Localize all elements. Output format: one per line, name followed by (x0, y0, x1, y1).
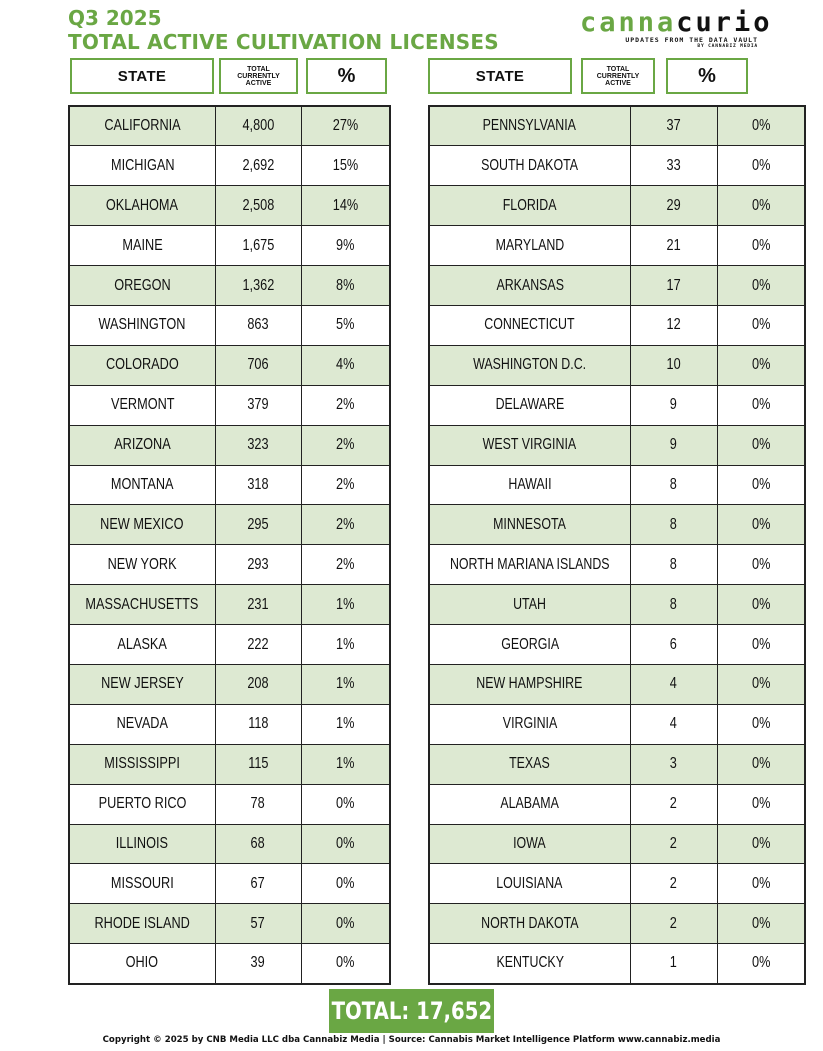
state-cell: NEW YORK (69, 545, 215, 585)
table-row (429, 824, 805, 864)
count-cell: 1 (630, 944, 717, 984)
header-total-line1: TOTAL (247, 65, 270, 73)
table-row (429, 305, 805, 345)
table-row (429, 944, 805, 984)
state-cell: COLORADO (69, 345, 215, 385)
table-row (69, 186, 390, 226)
table-row (69, 864, 390, 904)
table-row (429, 226, 805, 266)
count-cell: 222 (215, 625, 301, 665)
state-cell: NEW MEXICO (69, 505, 215, 545)
state-cell: RHODE ISLAND (69, 904, 215, 944)
table-row (69, 345, 390, 385)
pct-cell: 0% (717, 345, 805, 385)
count-cell: 2 (630, 904, 717, 944)
count-cell: 17 (630, 266, 717, 306)
count-cell: 6 (630, 625, 717, 665)
table-row (429, 585, 805, 625)
count-cell: 208 (215, 664, 301, 704)
table-row (429, 704, 805, 744)
state-cell: ALASKA (69, 625, 215, 665)
state-cell: MARYLAND (429, 226, 630, 266)
state-cell: VERMONT (69, 385, 215, 425)
table-row (429, 744, 805, 784)
pct-cell: 0% (717, 226, 805, 266)
pct-cell: 1% (301, 704, 390, 744)
count-cell: 318 (215, 465, 301, 505)
state-cell: GEORGIA (429, 625, 630, 665)
state-cell: FLORIDA (429, 186, 630, 226)
left-header-pct (306, 58, 387, 94)
pct-cell: 0% (717, 106, 805, 146)
table-row (429, 545, 805, 585)
state-cell: CONNECTICUT (429, 305, 630, 345)
count-cell: 2,508 (215, 186, 301, 226)
table-row (69, 585, 390, 625)
count-cell: 8 (630, 505, 717, 545)
pct-cell: 0% (717, 545, 805, 585)
pct-cell: 0% (717, 824, 805, 864)
left-header-pct-label: % (337, 64, 356, 87)
state-cell: LOUISIANA (429, 864, 630, 904)
pct-cell: 0% (717, 904, 805, 944)
table-row (69, 625, 390, 665)
pct-cell: 0% (717, 465, 805, 505)
pct-cell: 0% (717, 784, 805, 824)
pct-cell: 2% (301, 545, 390, 585)
state-cell: VIRGINIA (429, 704, 630, 744)
pct-cell: 14% (301, 186, 390, 226)
table-row (69, 664, 390, 704)
table-row (69, 266, 390, 306)
copyright-footer: Copyright © 2025 by CNB Media LLC dba Cannabiz Media | Source: Cannabis Market Intelligence Platform www.cannabiz.media (102, 1035, 721, 1045)
header-total-line2: CURRENTLY (596, 72, 640, 80)
state-cell: NORTH MARIANA ISLANDS (429, 545, 630, 585)
table-row (429, 664, 805, 704)
header-total-line3: ACTIVE (605, 79, 631, 87)
state-cell: NEVADA (69, 704, 215, 744)
state-cell: NEW JERSEY (69, 664, 215, 704)
count-cell: 57 (215, 904, 301, 944)
count-cell: 29 (630, 186, 717, 226)
total-label: TOTAL: 17,652 (331, 997, 492, 1025)
count-cell: 37 (630, 106, 717, 146)
table-row (429, 904, 805, 944)
table-row (69, 545, 390, 585)
count-cell: 8 (630, 585, 717, 625)
right-header-total (581, 58, 655, 94)
count-cell: 2 (630, 784, 717, 824)
pct-cell: 0% (301, 824, 390, 864)
cannacurio-logo (580, 7, 773, 50)
count-cell: 293 (215, 545, 301, 585)
state-cell: HAWAII (429, 465, 630, 505)
state-cell: PENNSYLVANIA (429, 106, 630, 146)
state-cell: DELAWARE (429, 385, 630, 425)
state-cell: ARIZONA (69, 425, 215, 465)
state-cell: UTAH (429, 585, 630, 625)
count-cell: 68 (215, 824, 301, 864)
pct-cell: 4% (301, 345, 390, 385)
count-cell: 33 (630, 146, 717, 186)
left-header-total-label (237, 66, 280, 87)
state-cell: NORTH DAKOTA (429, 904, 630, 944)
count-cell: 1,675 (215, 226, 301, 266)
count-cell: 12 (630, 305, 717, 345)
table-row (69, 505, 390, 545)
left-header-total (219, 58, 298, 94)
state-cell: WEST VIRGINIA (429, 425, 630, 465)
title-main: TOTAL ACTIVE CULTIVATION LICENSES (68, 30, 499, 54)
count-cell: 2,692 (215, 146, 301, 186)
count-cell: 9 (630, 425, 717, 465)
state-cell: TEXAS (429, 744, 630, 784)
pct-cell: 0% (717, 585, 805, 625)
table-row (429, 146, 805, 186)
pct-cell: 9% (301, 226, 390, 266)
left-license-table (68, 105, 391, 985)
pct-cell: 8% (301, 266, 390, 306)
pct-cell: 5% (301, 305, 390, 345)
count-cell: 4,800 (215, 106, 301, 146)
table-row (429, 106, 805, 146)
right-header-total-label (597, 66, 640, 87)
header-total-line3: ACTIVE (245, 79, 272, 87)
logo-subline: BY CANNABIZ MEDIA (697, 44, 758, 49)
pct-cell: 0% (717, 186, 805, 226)
table-row (69, 465, 390, 505)
logo-part-canna: canna (580, 7, 677, 38)
state-cell: KENTUCKY (429, 944, 630, 984)
pct-cell: 0% (301, 944, 390, 984)
table-row (429, 266, 805, 306)
pct-cell: 0% (717, 146, 805, 186)
right-header-pct (666, 58, 748, 94)
logo-tagline: UPDATES FROM THE DATA VAULT (625, 36, 758, 44)
count-cell: 2 (630, 864, 717, 904)
pct-cell: 2% (301, 425, 390, 465)
table-row (69, 425, 390, 465)
state-cell: MONTANA (69, 465, 215, 505)
count-cell: 1,362 (215, 266, 301, 306)
pct-cell: 0% (717, 305, 805, 345)
header-total-line1: TOTAL (606, 65, 630, 73)
logo-part-curio: curio (676, 7, 773, 38)
state-cell: MISSOURI (69, 864, 215, 904)
table-row (69, 744, 390, 784)
title-quarter: Q3 2025 (68, 6, 162, 30)
count-cell: 2 (630, 824, 717, 864)
pct-cell: 0% (717, 864, 805, 904)
state-cell: ALABAMA (429, 784, 630, 824)
table-row (429, 345, 805, 385)
pct-cell: 15% (301, 146, 390, 186)
state-cell: NEW HAMPSHIRE (429, 664, 630, 704)
table-row (69, 106, 390, 146)
count-cell: 8 (630, 545, 717, 585)
count-cell: 115 (215, 744, 301, 784)
table-row (429, 864, 805, 904)
pct-cell: 0% (717, 664, 805, 704)
table-row (69, 305, 390, 345)
table-row (429, 186, 805, 226)
table-row (429, 385, 805, 425)
pct-cell: 0% (301, 784, 390, 824)
state-cell: OHIO (69, 944, 215, 984)
page-title (68, 6, 499, 54)
pct-cell: 0% (717, 425, 805, 465)
table-row (69, 784, 390, 824)
count-cell: 67 (215, 864, 301, 904)
count-cell: 3 (630, 744, 717, 784)
table-row (429, 465, 805, 505)
count-cell: 295 (215, 505, 301, 545)
table-row (429, 425, 805, 465)
count-cell: 39 (215, 944, 301, 984)
pct-cell: 0% (717, 625, 805, 665)
state-cell: MASSACHUSETTS (69, 585, 215, 625)
pct-cell: 2% (301, 385, 390, 425)
state-cell: OREGON (69, 266, 215, 306)
pct-cell: 0% (717, 744, 805, 784)
pct-cell: 27% (301, 106, 390, 146)
table-row (429, 625, 805, 665)
pct-cell: 0% (717, 944, 805, 984)
pct-cell: 1% (301, 585, 390, 625)
pct-cell: 0% (301, 904, 390, 944)
state-cell: MAINE (69, 226, 215, 266)
count-cell: 4 (630, 704, 717, 744)
total-badge (329, 989, 494, 1033)
count-cell: 8 (630, 465, 717, 505)
left-header-state (70, 58, 214, 94)
count-cell: 863 (215, 305, 301, 345)
pct-cell: 0% (717, 385, 805, 425)
table-row (69, 226, 390, 266)
state-cell: ARKANSAS (429, 266, 630, 306)
table-row (429, 505, 805, 545)
state-cell: PUERTO RICO (69, 784, 215, 824)
pct-cell: 1% (301, 625, 390, 665)
table-row (69, 704, 390, 744)
pct-cell: 0% (301, 864, 390, 904)
state-cell: MINNESOTA (429, 505, 630, 545)
pct-cell: 2% (301, 465, 390, 505)
pct-cell: 0% (717, 505, 805, 545)
pct-cell: 2% (301, 505, 390, 545)
count-cell: 323 (215, 425, 301, 465)
table-row (69, 824, 390, 864)
table-row (69, 944, 390, 984)
table-row (69, 146, 390, 186)
state-cell: OKLAHOMA (69, 186, 215, 226)
right-header-state-label: STATE (475, 67, 525, 85)
logo-wordmark (580, 7, 773, 38)
pct-cell: 0% (717, 704, 805, 744)
count-cell: 379 (215, 385, 301, 425)
count-cell: 10 (630, 345, 717, 385)
count-cell: 9 (630, 385, 717, 425)
table-row (429, 784, 805, 824)
table-row (69, 385, 390, 425)
state-cell: SOUTH DAKOTA (429, 146, 630, 186)
state-cell: MISSISSIPPI (69, 744, 215, 784)
count-cell: 231 (215, 585, 301, 625)
pct-cell: 0% (717, 266, 805, 306)
table-row (69, 904, 390, 944)
count-cell: 118 (215, 704, 301, 744)
count-cell: 4 (630, 664, 717, 704)
right-license-table (428, 105, 806, 985)
right-header-state (428, 58, 572, 94)
count-cell: 21 (630, 226, 717, 266)
right-header-pct-label: % (698, 64, 716, 87)
state-cell: MICHIGAN (69, 146, 215, 186)
left-header-state-label: STATE (117, 67, 167, 85)
state-cell: IOWA (429, 824, 630, 864)
header-total-line2: CURRENTLY (237, 72, 280, 80)
pct-cell: 1% (301, 744, 390, 784)
state-cell: CALIFORNIA (69, 106, 215, 146)
count-cell: 706 (215, 345, 301, 385)
state-cell: ILLINOIS (69, 824, 215, 864)
pct-cell: 1% (301, 664, 390, 704)
state-cell: WASHINGTON D.C. (429, 345, 630, 385)
state-cell: WASHINGTON (69, 305, 215, 345)
count-cell: 78 (215, 784, 301, 824)
